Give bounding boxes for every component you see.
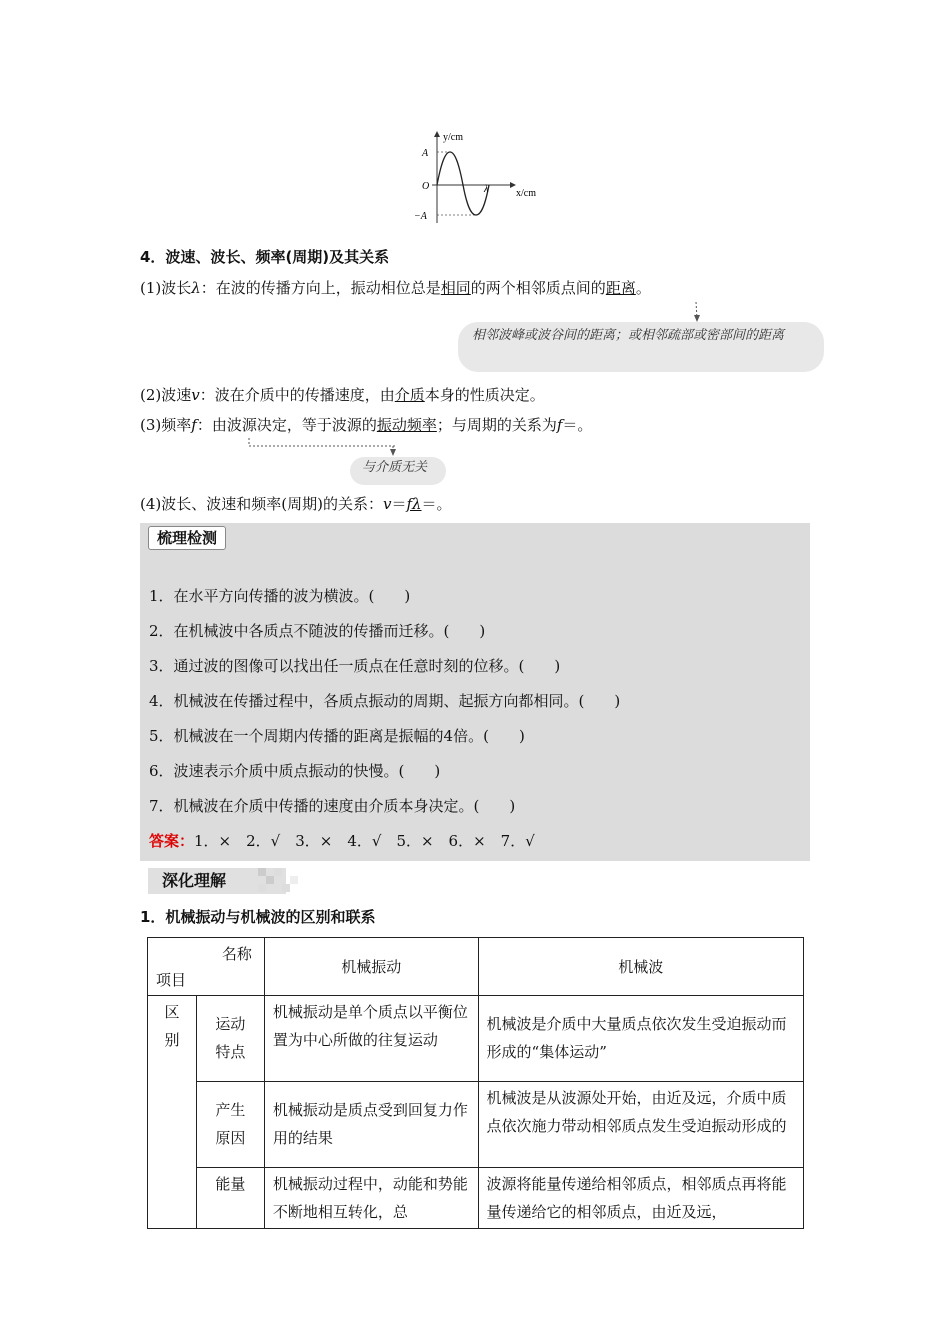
wavelength-note: 相邻波峰或波谷间的距离；或相邻疏部或密部间的距离 <box>458 322 824 372</box>
text-span: ：在波的传播方向上，振动相位总是 <box>200 279 441 297</box>
f-symbol: f <box>556 416 563 434</box>
neg-amplitude-label: −A <box>414 211 427 222</box>
answer-text: 1．× 2．√ 3．× 4．√ 5．× 6．× 7．√ <box>194 832 535 850</box>
row-label: 产生 原因 <box>196 1082 264 1168</box>
v-symbol: v <box>191 386 200 404</box>
table-row <box>148 1082 804 1168</box>
table-cell: 机械振动是单个质点以平衡位置为中心所做的往复运动 <box>264 996 478 1082</box>
v-symbol: v <box>382 495 392 513</box>
table-cell: 机械振动过程中，动能和势能不断地相互转化，总 <box>264 1168 478 1229</box>
quiz-box <box>140 523 810 861</box>
lambda-symbol: λ <box>191 279 201 297</box>
x-axis-label: x/cm <box>516 188 536 199</box>
text-span: 的两个相邻质点间的 <box>470 279 606 297</box>
quiz-item: 6．波速表示介质中质点振动的快慢。( ) <box>149 762 441 780</box>
underlined-term: 相同 <box>440 279 471 297</box>
text-span: 本身的性质决定。 <box>424 386 545 404</box>
corner-cell <box>148 938 265 996</box>
text-span: ＝。 <box>562 416 593 434</box>
quiz-item: 4．机械波在传播过程中，各质点振动的周期、起振方向都相同。( ) <box>149 692 621 710</box>
text-span: ：波在介质中的传播速度，由 <box>199 386 395 404</box>
column-header: 机械振动 <box>264 938 478 996</box>
text-span: ；与周期的关系为 <box>436 416 557 434</box>
note-arrow <box>690 300 704 324</box>
wavelength-definition <box>140 278 651 298</box>
table-cell: 波源将能量传递给相邻质点，相邻质点再将能量传递给它的相邻质点，由近及远， <box>478 1168 803 1229</box>
quiz-answers <box>149 831 535 851</box>
text-span: ：由波源决定，等于波源的 <box>196 416 377 434</box>
underlined-term: 距离 <box>605 279 636 297</box>
frequency-prefix: (3)频率 <box>140 416 192 434</box>
frequency-definition <box>140 415 592 435</box>
comparison-table <box>147 937 804 1229</box>
quiz-item: 1．在水平方向传播的波为横波。( ) <box>149 587 411 605</box>
wavelength-label: λ <box>484 184 489 195</box>
answer-label: 答案： <box>149 832 195 850</box>
underlined-term: 介质 <box>394 386 425 404</box>
f-symbol: f <box>191 416 197 434</box>
medium-note: 与介质无关 <box>350 457 446 485</box>
underlined-term: fλ <box>406 495 422 513</box>
wavelength-prefix: (1)波长 <box>140 279 192 297</box>
text-span: ＝ <box>391 495 407 513</box>
table-cell: 机械振动是质点受到回复力作用的结果 <box>264 1082 478 1168</box>
row-label: 运动 特点 <box>196 996 264 1082</box>
table-header-row <box>148 938 804 996</box>
origin-label: O <box>422 181 430 192</box>
speed-prefix: (2)波速 <box>140 386 192 404</box>
section-title: 4．波速、波长、频率(周期)及其关系 <box>140 248 390 266</box>
column-header: 机械波 <box>478 938 803 996</box>
subsection-title: 1．机械振动与机械波的区别和联系 <box>140 908 376 926</box>
wave-graph <box>410 128 550 228</box>
table-cell: 机械波是介质中大量质点依次发生受迫振动而形成的“集体运动” <box>478 996 803 1082</box>
row-label: 能量 <box>196 1168 264 1229</box>
y-axis-label: y/cm <box>443 132 463 143</box>
quiz-item: 7．机械波在介质中传播的速度由介质本身决定。( ) <box>149 797 516 815</box>
group-cell: 区 别 <box>148 996 197 1229</box>
corner-top-label: 名称 <box>221 945 252 963</box>
table-row <box>148 996 804 1082</box>
section-header: 深化理解 <box>148 868 286 894</box>
quiz-item: 5．机械波在一个周期内传播的距离是振幅的4倍。( ) <box>149 727 525 745</box>
text-span: 。 <box>635 279 651 297</box>
underlined-term: 振动频率 <box>376 416 437 434</box>
text-span: ＝。 <box>421 495 452 513</box>
quiz-item: 2．在机械波中各质点不随波的传播而迁移。( ) <box>149 622 486 640</box>
corner-bottom-label: 项目 <box>156 971 187 989</box>
relation-formula <box>140 494 452 514</box>
quiz-item: 3．通过波的图像可以找出任一质点在任意时刻的位移。( ) <box>149 657 561 675</box>
sine-curve <box>437 152 489 215</box>
y-axis-arrow <box>434 131 440 137</box>
table-row <box>148 1168 804 1229</box>
table-cell: 机械波是从波源处开始，由近及远，介质中质点依次施力带动相邻质点发生受迫振动形成的 <box>478 1082 803 1168</box>
quiz-tag: 梳理检测 <box>148 526 226 550</box>
amplitude-label: A <box>422 148 429 159</box>
relation-prefix: (4)波长、波速和频率(周期)的关系： <box>140 495 383 513</box>
wave-speed-definition <box>140 385 545 405</box>
header-decoration <box>258 868 308 894</box>
